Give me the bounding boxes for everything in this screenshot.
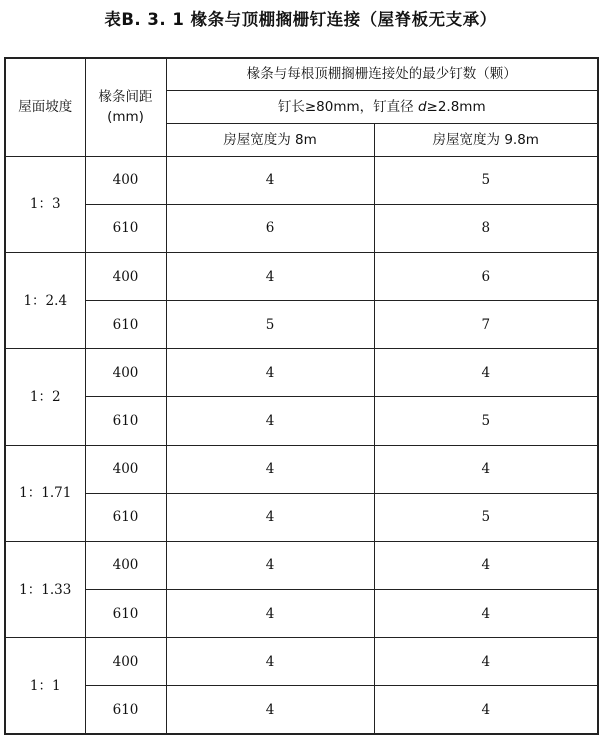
spacing-cell: 400 (85, 253, 166, 301)
header-spacing-unit: (mm) (107, 109, 144, 126)
width-8-nails-cell: 4 (166, 253, 374, 301)
width-9-8-nails-cell: 4 (374, 445, 598, 493)
table-row (5, 493, 598, 541)
spacing-cell: 610 (85, 686, 166, 734)
width-9-8-nails-cell: 4 (374, 541, 598, 589)
table-row (5, 638, 598, 686)
slope-cell: 1：1.71 (5, 445, 85, 541)
nail-spec-suffix: ≥2.8mm (426, 98, 486, 115)
nail-connection-table (4, 57, 599, 735)
spacing-cell: 610 (85, 590, 166, 638)
width-8-nails-cell: 6 (166, 204, 374, 252)
spacing-cell: 400 (85, 445, 166, 493)
spacing-cell: 610 (85, 204, 166, 252)
width-8-nails-cell: 4 (166, 397, 374, 445)
width-9-8-nails-cell: 4 (374, 349, 598, 397)
width-8-nails-cell: 4 (166, 638, 374, 686)
slope-cell: 1：2.4 (5, 253, 85, 349)
width-8-nails-cell: 4 (166, 686, 374, 734)
spacing-cell: 610 (85, 301, 166, 349)
width-8-nails-cell: 4 (166, 156, 374, 204)
width-9-8-nails-cell: 4 (374, 638, 598, 686)
width-8-nails-cell: 4 (166, 541, 374, 589)
header-nail-spec (166, 90, 598, 123)
spacing-cell: 400 (85, 638, 166, 686)
header-slope: 屋面坡度 (5, 58, 85, 156)
spacing-cell: 610 (85, 397, 166, 445)
table-body (5, 58, 598, 734)
spacing-cell: 610 (85, 493, 166, 541)
header-row-1 (5, 58, 598, 90)
width-8-nails-cell: 4 (166, 493, 374, 541)
width-9-8-nails-cell: 5 (374, 397, 598, 445)
width-9-8-nails-cell: 5 (374, 156, 598, 204)
table-row (5, 445, 598, 493)
width-9-8-nails-cell: 4 (374, 686, 598, 734)
spacing-cell: 400 (85, 349, 166, 397)
slope-cell: 1：2 (5, 349, 85, 445)
slope-cell: 1：1.33 (5, 541, 85, 637)
width-8-nails-cell: 4 (166, 445, 374, 493)
width-9-8-nails-cell: 6 (374, 253, 598, 301)
spacing-cell: 400 (85, 541, 166, 589)
table-title: 表B. 3. 1 椽条与顶棚搁栅钉连接（屋脊板无支承） (104, 10, 497, 29)
table-row (5, 204, 598, 252)
table-row (5, 301, 598, 349)
width-8-nails-cell: 4 (166, 590, 374, 638)
width-9-8-nails-cell: 7 (374, 301, 598, 349)
table-row (5, 253, 598, 301)
header-spacing (85, 58, 166, 156)
table-row (5, 397, 598, 445)
table-row (5, 590, 598, 638)
spacing-cell: 400 (85, 156, 166, 204)
header-width-8: 房屋宽度为 8m (166, 123, 374, 156)
width-8-nails-cell: 4 (166, 349, 374, 397)
width-9-8-nails-cell: 8 (374, 204, 598, 252)
table-row (5, 541, 598, 589)
width-8-nails-cell: 5 (166, 301, 374, 349)
table-row (5, 686, 598, 734)
slope-cell: 1：1 (5, 638, 85, 734)
nail-spec-prefix: 钉长≥80mm，钉直径 (277, 98, 418, 115)
slope-cell: 1：3 (5, 156, 85, 252)
width-9-8-nails-cell: 4 (374, 590, 598, 638)
table-row (5, 156, 598, 204)
header-width-9-8: 房屋宽度为 9.8m (374, 123, 598, 156)
header-min-nails: 椽条与每根顶棚搁栅连接处的最少钉数（颗） (166, 58, 598, 90)
table-row (5, 349, 598, 397)
header-spacing-line1: 椽条间距 (98, 89, 153, 106)
width-9-8-nails-cell: 5 (374, 493, 598, 541)
nail-spec-var: d (417, 98, 427, 115)
